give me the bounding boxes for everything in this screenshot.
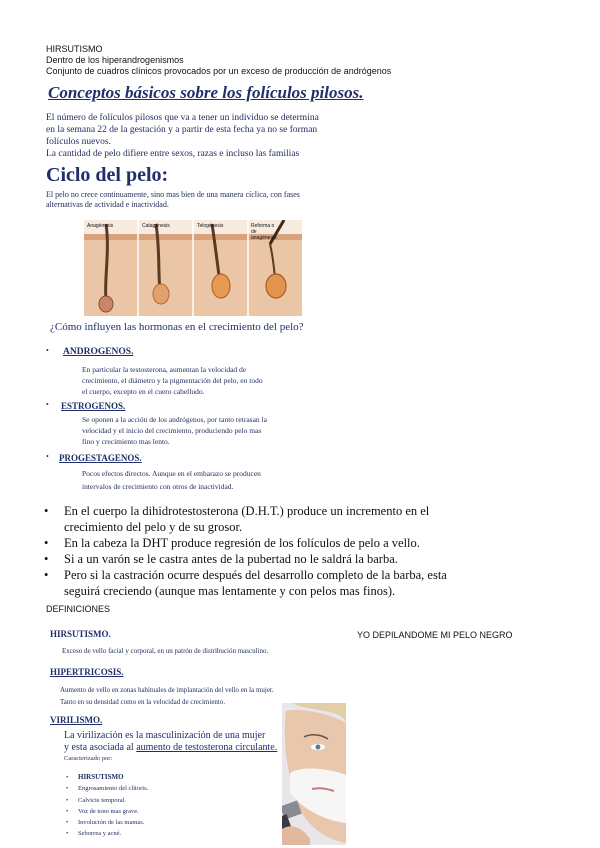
dht-bullet — [44, 519, 447, 535]
shaving-woman-photo — [282, 703, 346, 845]
dht-bullets — [44, 503, 447, 599]
dht-bullet: • Pero si la castración ocurre después del desarrollo completo de la barba, esta — [44, 568, 447, 582]
hipertricosis-text — [60, 684, 274, 708]
conceptos-line: La cantidad de pelo difiere entre sexos, razas e incluso las familias — [46, 149, 300, 159]
androgenos-line: En particular la testosterona, aumentan la velocidad de — [82, 365, 247, 374]
conceptos-line: folículos nuevos. — [46, 137, 111, 147]
virilismo-item: • Involución de las mamas. — [66, 819, 145, 827]
phase-label: Catagénesis — [142, 223, 170, 229]
bullet-dot: • — [46, 400, 49, 409]
hipertricosis-line: Tanto en su densidad como en la velocidad de crecimiento. — [60, 698, 226, 706]
phase-label: Anagénesis — [87, 223, 114, 229]
ciclo-line: alternativas de actividad e inactividad. — [46, 200, 169, 209]
hormonas-question: ¿Cómo influyen las hormonas en el crecimiento del pelo? — [50, 321, 304, 333]
dht-bullet-text: Pero si la castración ocurre después del desarrollo completo de la barba, esta — [64, 568, 447, 582]
estrogenos-line: velocidad y el inicio del crecimiento, produciendo pelo mas — [82, 426, 262, 435]
estrogenos-line: Se oponen a la acción de los andrógenos, por tanto retrasan la — [82, 415, 267, 424]
progestagenos-line: intervalos de crecimiento con otros de inactividad. — [82, 482, 234, 491]
dht-bullet-text: En la cabeza la DHT produce regresión de los folículos de pelo a vello. — [64, 536, 420, 550]
virilismo-item-text: Voz de tono mas grave. — [78, 807, 139, 815]
progestagenos-title: PROGESTAGENOS. — [59, 453, 142, 463]
dht-bullet: • En la cabeza la DHT produce regresión de los folículos de pelo a vello. — [44, 536, 420, 550]
ciclo-heading: Ciclo del pelo: — [46, 164, 169, 186]
estrogenos-text — [82, 414, 267, 447]
virilismo-text — [64, 730, 277, 754]
doc-title: HIRSUTISMO — [46, 44, 103, 54]
virilismo-line2b: aumento de testosterona circulante. — [136, 742, 278, 753]
virilismo-line — [64, 742, 277, 754]
dht-bullet-text: crecimiento del pelo y de su grosor. — [64, 520, 243, 534]
conceptos-heading: Conceptos básicos sobre los folículos pilosos. — [48, 83, 364, 102]
shaving-woman-svg — [282, 703, 346, 845]
dht-bullet: • En el cuerpo la dihidrotestosterona (D.H.T.) produce un incremento en el — [44, 504, 430, 518]
phase-label: Reforma o de anagénesis — [251, 223, 277, 241]
virilismo-item-text: HIRSUTISMO — [78, 773, 124, 781]
androgenos-text — [82, 364, 263, 397]
ciclo-line: El pelo no crece continuamente, sino mas bien de una manera cíclica, con fases — [46, 190, 300, 199]
hirsutismo-title: HIRSUTISMO. — [50, 629, 111, 639]
estrogenos-title: ESTROGENOS. — [61, 401, 126, 411]
virilismo-item-text: Involución de las mamas. — [78, 819, 145, 827]
virilismo-item: • Seborrea y acné. — [66, 830, 122, 838]
virilismo-item: • Engrosamiento del clítoris. — [66, 785, 149, 793]
bullet-dot: • — [46, 452, 49, 461]
dht-bullet-text: En el cuerpo la dihidrotestosterona (D.H.T.) produce un incremento en el — [64, 504, 430, 518]
doc-subtitle: Dentro de los hiperandrogenismos — [46, 55, 184, 65]
dht-bullet-text: seguirá creciendo (aunque mas lentamente y con pelos mas finos). — [64, 584, 396, 598]
virilismo-item-text: Engrosamiento del clítoris. — [78, 785, 149, 793]
hipertricosis-title: HIPERTRICOSIS. — [50, 667, 124, 677]
virilismo-item-text: Calvicie temporal. — [78, 796, 127, 804]
virilismo-title: VIRILISMO. — [50, 715, 103, 725]
virilismo-item: • Calvicie temporal. — [66, 796, 127, 804]
progestagenos-text — [82, 467, 261, 493]
doc-description: Conjunto de cuadros clínicos provocados por un exceso de producción de andrógenos — [46, 66, 392, 76]
bullet-dot: • — [46, 346, 49, 355]
virilismo-line: La virilización es la masculinización de una mujer — [64, 730, 266, 741]
side-note: YO DEPILANDOME MI PELO NEGRO — [357, 630, 513, 640]
hipertricosis-line: Aumento de vello en zonas habituales de implantación del vello en la mujer. — [60, 686, 274, 694]
progestagenos-line: Pocos efectos directos. Aunque en el embarazo se producen — [82, 469, 261, 478]
hirsutismo-text: Exceso de vello facial y corporal, en un patrón de distribución masculino. — [62, 647, 269, 655]
ciclo-text — [46, 190, 300, 210]
dht-bullet — [44, 583, 447, 599]
dht-bullet: • Si a un varón se le castra antes de la pubertad no le saldrá la barba. — [44, 552, 398, 566]
androgenos-title: ANDROGENOS. — [63, 347, 134, 357]
estrogenos-line: fino y crecimiento mas lento. — [82, 437, 170, 446]
caracterizado-label: Caracterizado por: — [64, 755, 113, 762]
phase-label: Telogénesis — [197, 223, 224, 229]
conceptos-text — [46, 112, 319, 160]
virilismo-list — [66, 772, 148, 840]
androgenos-line: el cuerpo, excepto en el cuero cabelludo. — [82, 387, 205, 396]
androgenos-line: crecimiento, el diámetro y la pigmentación del pelo, en todo — [82, 376, 263, 385]
hair-cycle-illustration — [84, 220, 302, 316]
conceptos-line: en la semana 22 de la gestación y a partir de esta fecha ya no se forman — [46, 125, 318, 135]
dht-bullet-text: Si a un varón se le castra antes de la pubertad no le saldrá la barba. — [64, 552, 398, 566]
definiciones-heading: DEFINICIONES — [46, 604, 111, 614]
virilismo-item: • Voz de tono mas grave. — [66, 807, 139, 815]
virilismo-item: • HIRSUTISMO — [66, 773, 124, 781]
virilismo-item-text: Seborrea y acné. — [78, 830, 122, 838]
virilismo-line2a: y esta asociada al — [64, 742, 137, 753]
conceptos-line: El número de folículos pilosos que va a tener un individuo se determina — [46, 113, 319, 123]
